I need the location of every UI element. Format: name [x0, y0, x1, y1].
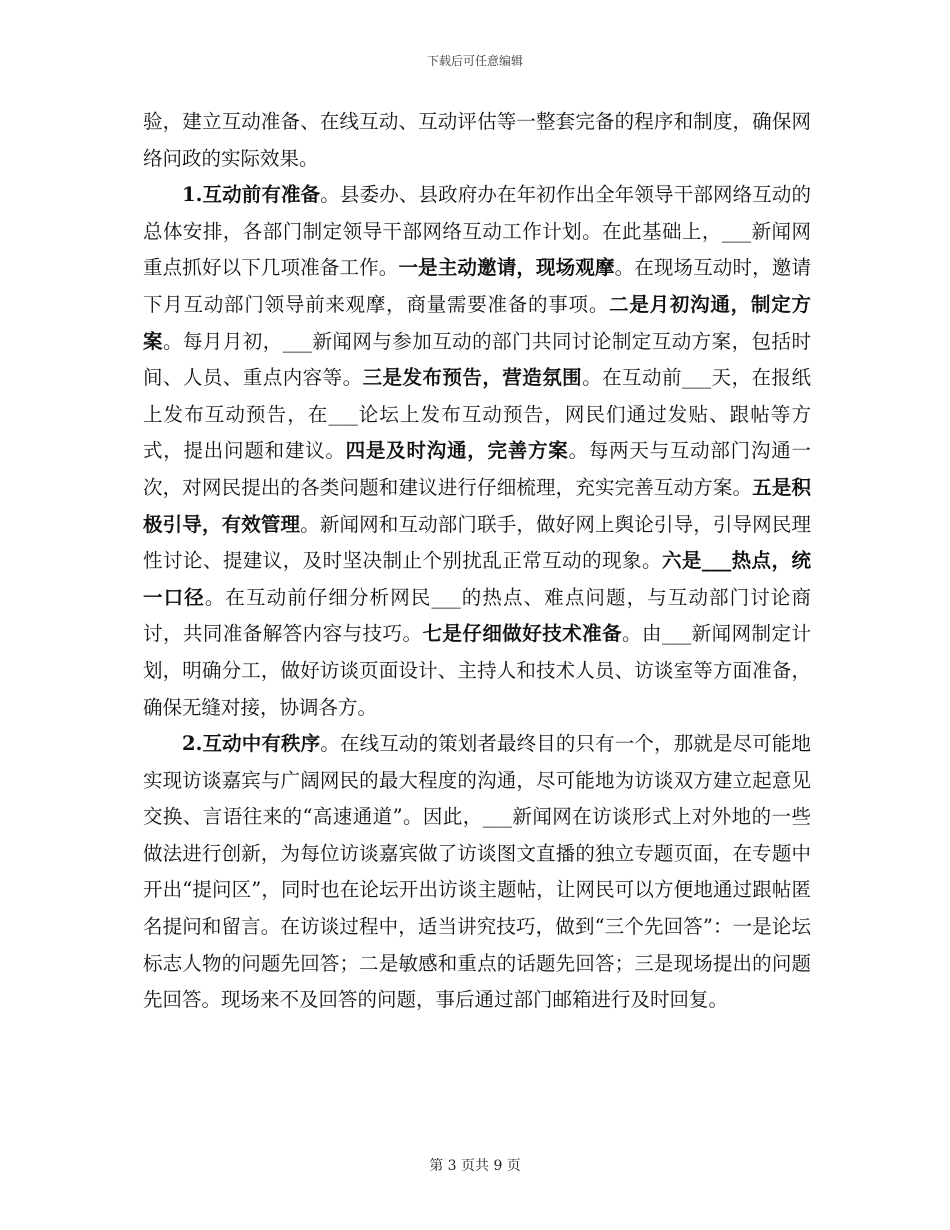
- paragraph: [143, 177, 811, 726]
- text-run: 。在互动前仔细分析网民___的热点、难点问题，与互动部门讨论商讨，共同准备解答内容与技巧。: [143, 585, 811, 646]
- bold-heading-run: 1.互动前有准备: [182, 183, 321, 207]
- bold-heading-run: 一是主动邀请，现场观摩: [398, 256, 615, 280]
- bold-heading-run: 三是发布预告，营造氛围: [362, 366, 583, 390]
- body-text: [143, 104, 811, 1019]
- page-footer: 第 3 页共 9 页: [429, 1158, 521, 1174]
- bold-heading-run: 二是月初沟通，制定方案: [143, 292, 811, 353]
- text-run: 。由___新闻网制定计划，明确分工，做好访谈页面设计、主持人和技术人员、访谈室等方面准备，确保无缝对接，协调各方。: [143, 622, 811, 719]
- text-run: 。在互动前___天，在报纸上发布互动预告，在___论坛上发布互动预告，网民们通过发贴、跟帖等方式，提出问题和建议。: [143, 366, 811, 463]
- bold-heading-run: 六是___热点，统一口径: [143, 549, 811, 609]
- bold-heading-run: 七是仔细做好技术准备: [422, 622, 623, 646]
- bold-heading-run: 四是及时沟通，完善方案: [345, 439, 569, 463]
- paragraph: [143, 104, 811, 177]
- bold-heading-run: 2.互动中有秩序: [182, 732, 321, 756]
- text-run: 。县委办、县政府办在年初作出全年领导干部网络互动的总体安排，各部门制定领导干部网络互动工作计划。在此基础上，___新闻网重点抓好以下几项准备工作。: [143, 183, 811, 280]
- text-run: 。在现场互动时，邀请下月互动部门领导前来观摩，商量需要准备的事项。: [143, 256, 811, 316]
- text-run: 。新闻网和互动部门联手，做好网上舆论引导，引导网民理性讨论、提建议，及时坚决制止个别扰乱正常互动的现象。: [143, 512, 811, 573]
- bold-heading-run: 五是积极引导，有效管理: [143, 475, 811, 536]
- text-run: 。每月月初，___新闻网与参加互动的部门共同讨论制定互动方案，包括时间、人员、重点内容等。: [143, 329, 811, 390]
- text-run: 。每两天与互动部门沟通一次，对网民提出的各类问题和建议进行仔细梳理，充实完善互动方案。: [143, 439, 811, 499]
- page-header: 下载后可任意编辑: [426, 54, 523, 68]
- paragraph: [143, 726, 811, 1019]
- text-run: 。在线互动的策划者最终目的只有一个，那就是尽可能地实现访谈嘉宾与广阔网民的最大程度的沟通，尽可能地为访谈双方建立起意见交换、言语往来的“高速通道”。因此，___新闻网在访谈形式上对外地的一些做法进行创新，为每位访谈嘉宾做了访谈图文直播的独立专题页面，在专题中开出“提问区”，同时也在论坛开出访谈主题帖，让网民可以方便地通过跟帖匿名提问和留言。在访谈过程中，适当讲究技巧，做到“三个先回答”：一是论坛标志人物的问题先回答；二是敏感和重点的话题先回答；三是现场提出的问题先回答。现场来不及回答的问题，事后通过部门邮箱进行及时回复。: [143, 732, 811, 1012]
- text-run: 验，建立互动准备、在线互动、互动评估等一整套完备的程序和制度，确保网络问政的实际效果。: [143, 110, 811, 170]
